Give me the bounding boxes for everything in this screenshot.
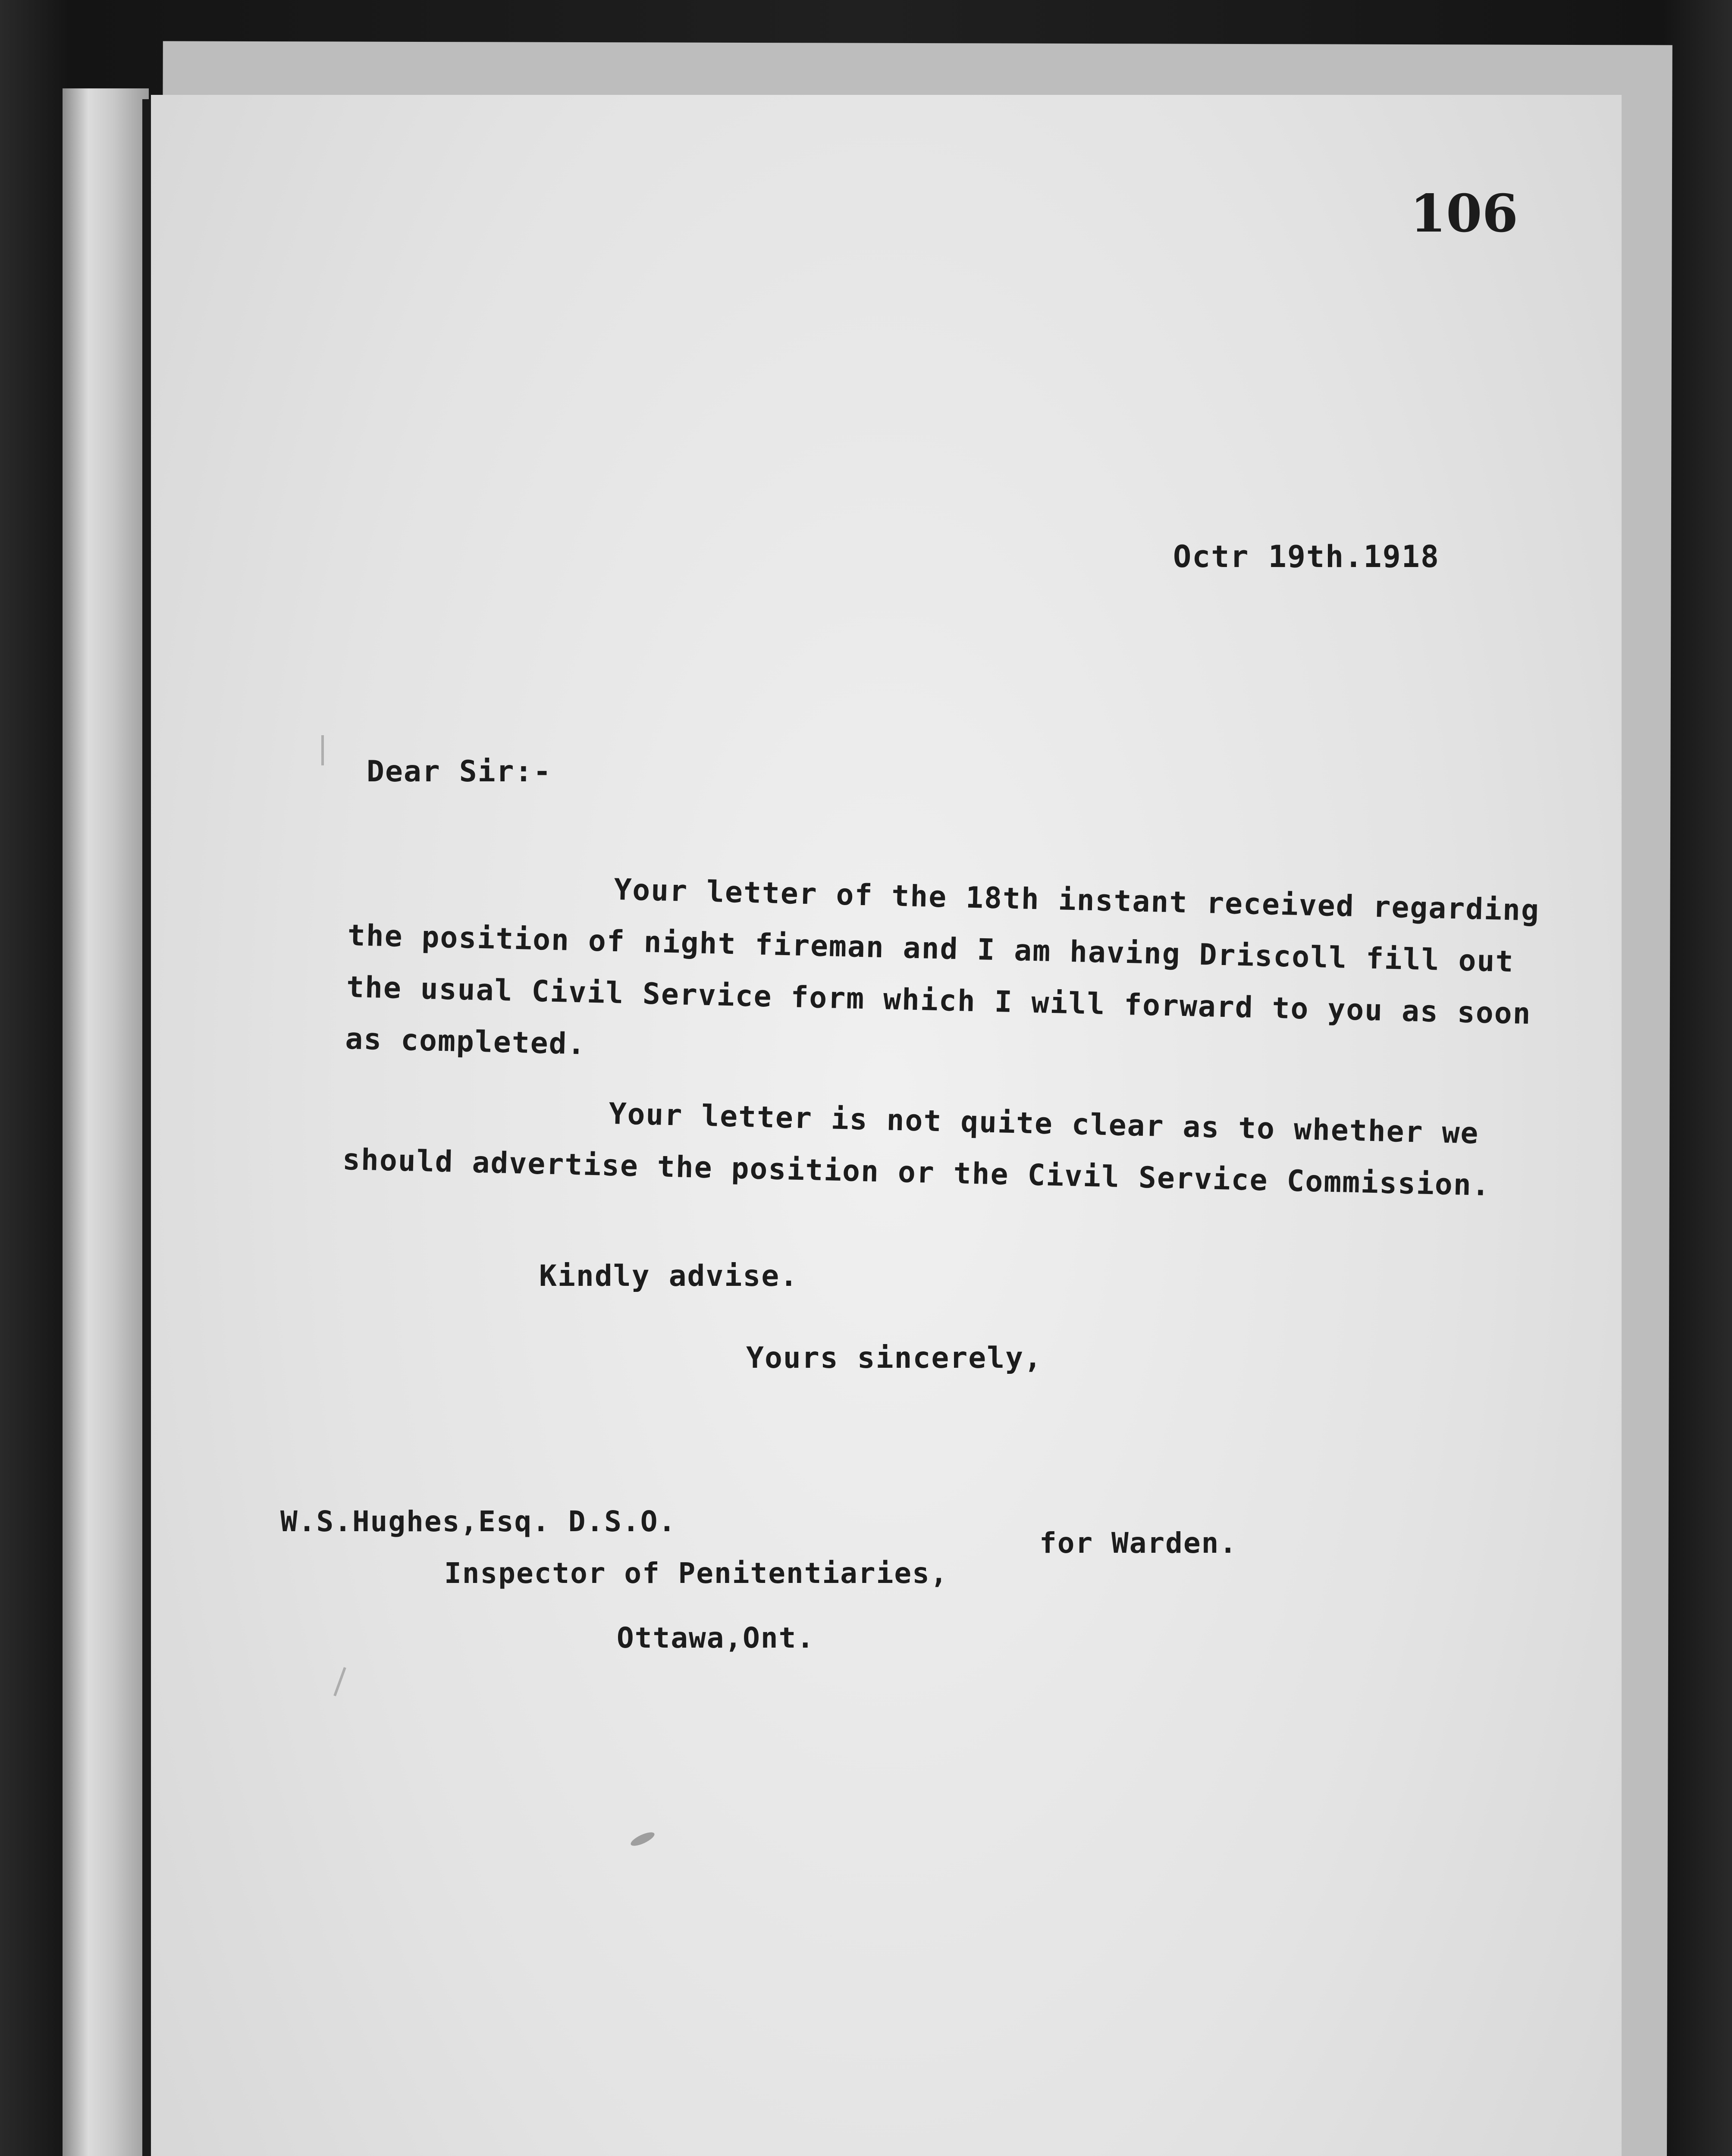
body-paragraph-2: Your letter is not quite clear as to whether we should advertise the position or the Civil Service Commission. xyxy=(342,1097,1491,1203)
margin-mark xyxy=(321,735,324,765)
recipient-title: Inspector of Penitentiaries, xyxy=(444,1557,948,1590)
recipient-location: Ottawa,Ont. xyxy=(617,1621,815,1655)
binding-edge xyxy=(63,88,149,2156)
letter-page xyxy=(151,95,1622,2156)
salutation: Dear Sir:- xyxy=(367,755,552,789)
closing-request: Kindly advise. xyxy=(539,1259,799,1293)
ink-smudge xyxy=(629,1830,656,1848)
binding-line xyxy=(142,99,152,2156)
signature-line: for Warden. xyxy=(1039,1526,1238,1560)
margin-mark xyxy=(333,1667,346,1696)
complimentary-close: Yours sincerely, xyxy=(746,1341,1043,1375)
recipient-name: W.S.Hughes,Esq. D.S.O. xyxy=(280,1505,677,1538)
letter-date: Octr 19th.1918 xyxy=(1173,539,1440,574)
letter-body xyxy=(342,858,1565,1231)
body-paragraph-1: Your letter of the 18th instant received regarding the position of night fireman and I am having Driscoll fill out the usual Civil Service form which I will forward to you as soon as completed. xyxy=(345,872,1540,1062)
page-number: 106 xyxy=(1410,183,1518,244)
